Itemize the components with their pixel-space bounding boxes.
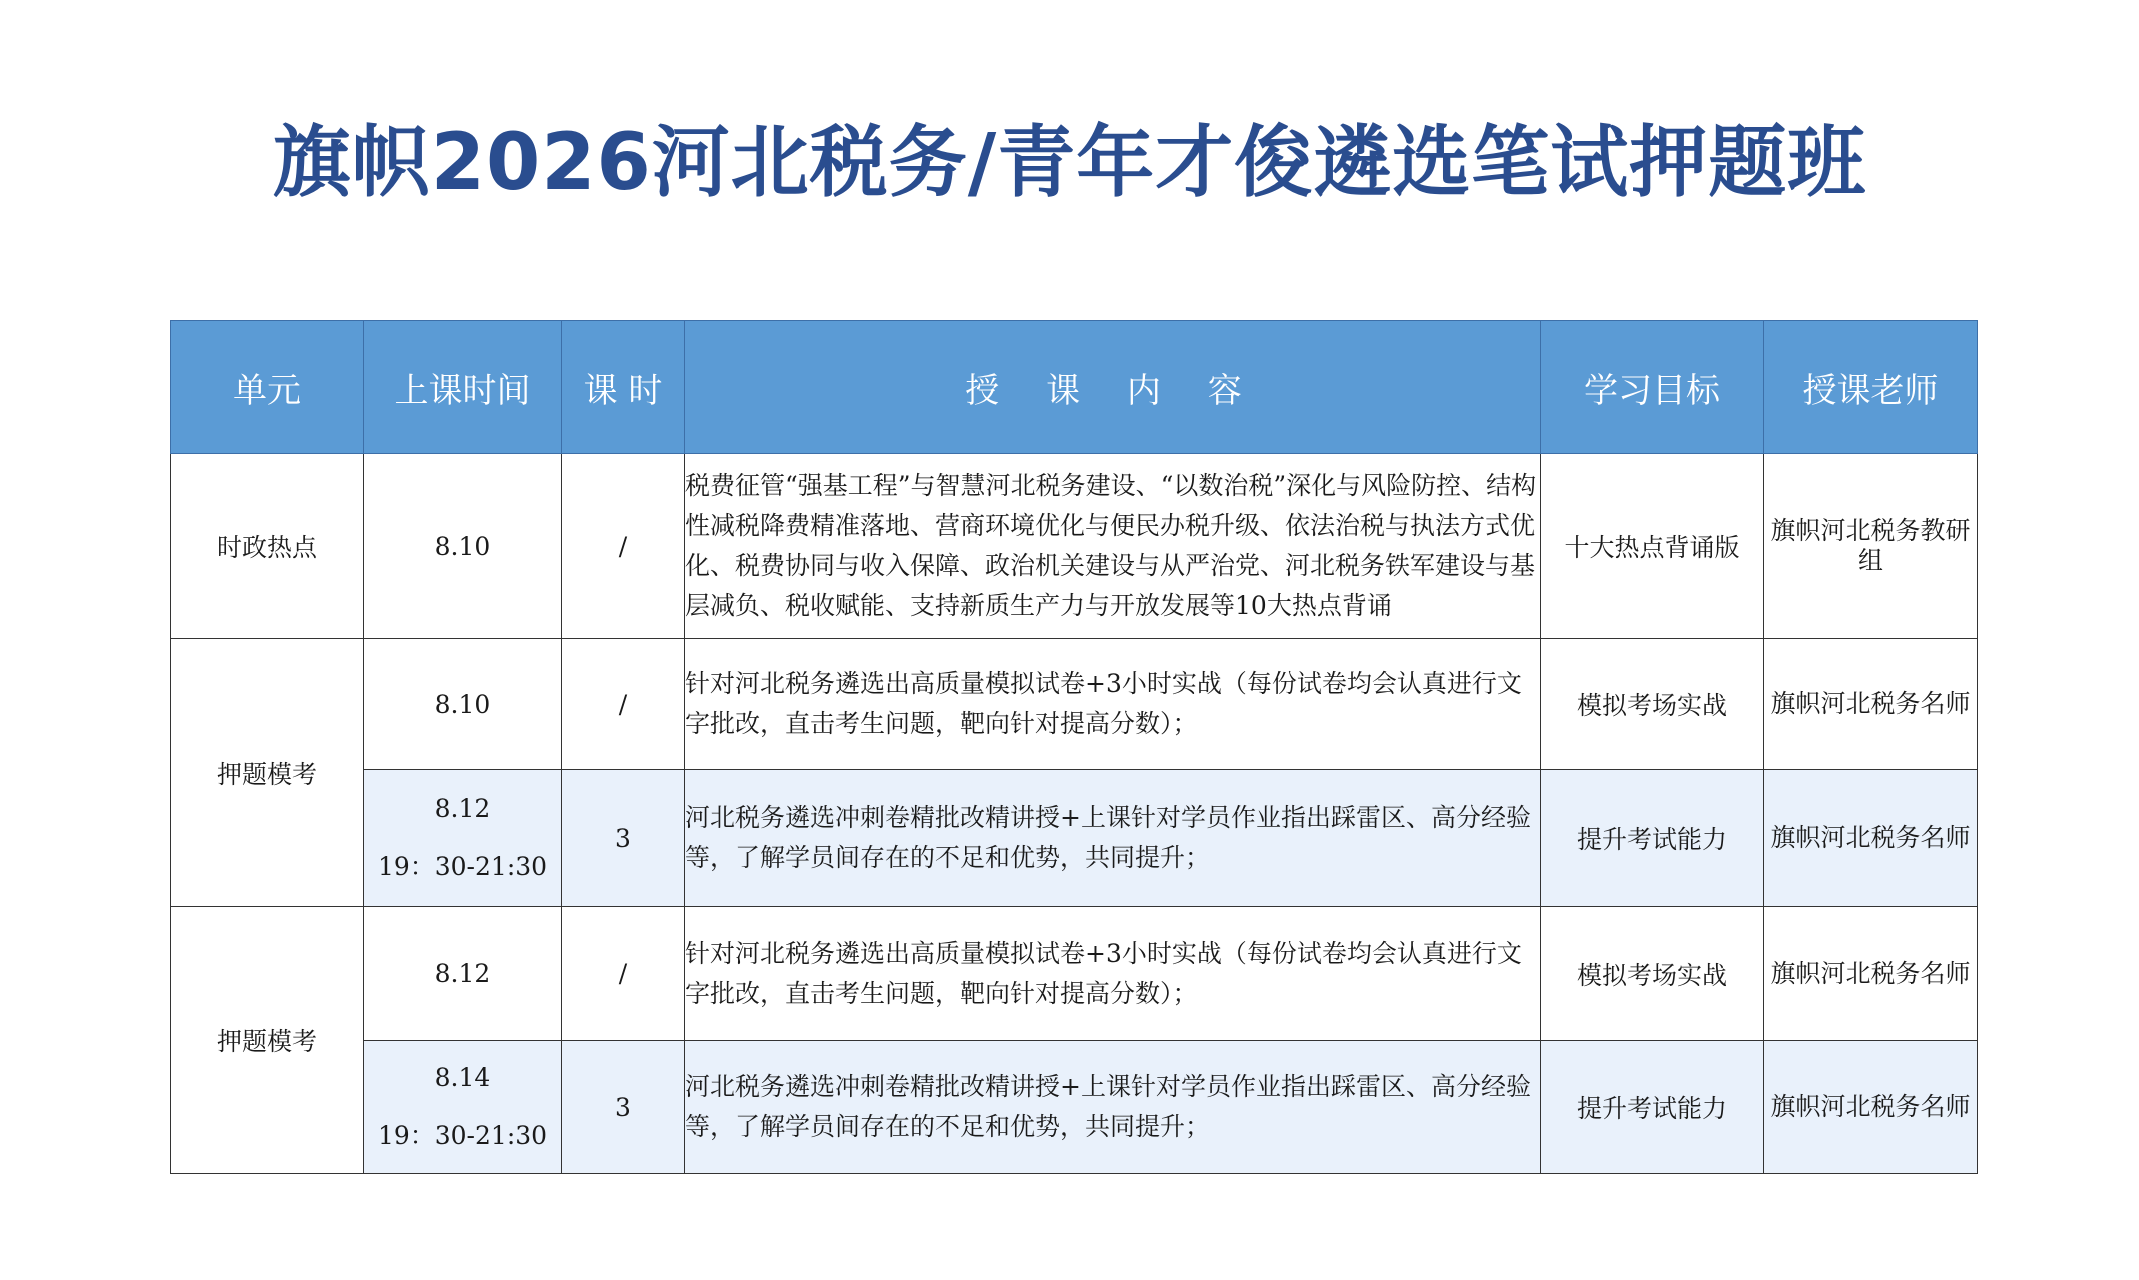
table-row bbox=[171, 907, 1978, 1041]
cell-unit: 押题模考 bbox=[171, 639, 364, 907]
cell-teacher: 旗帜河北税务名师 bbox=[1764, 639, 1978, 770]
cell-content: 税费征管“强基工程”与智慧河北税务建设、“以数治税”深化与风险防控、结构性减税降费精准落地、营商环境优化与便民办税升级、依法治税与执法方式优化、税费协同与收入保障、政治机关建设与从严治党、河北税务铁军建设与基层减负、税收赋能、支持新质生产力与开放发展等10大热点背诵 bbox=[685, 454, 1541, 639]
header-goal: 学习目标 bbox=[1541, 321, 1764, 454]
cell-content: 针对河北税务遴选出高质量模拟试卷+3小时实战（每份试卷均会认真进行文字批改，直击考生问题，靶向针对提高分数）； bbox=[685, 639, 1541, 770]
cell-goal: 模拟考场实战 bbox=[1541, 907, 1764, 1041]
cell-teacher: 旗帜河北税务名师 bbox=[1764, 1041, 1978, 1174]
schedule-table bbox=[170, 320, 1978, 1174]
cell-teacher: 旗帜河北税务教研组 bbox=[1764, 454, 1978, 639]
header-content: 授 课 内 容 bbox=[685, 321, 1541, 454]
cell-hours: 3 bbox=[562, 1041, 685, 1174]
cell-time: 8.12 bbox=[364, 907, 562, 1041]
cell-unit: 时政热点 bbox=[171, 454, 364, 639]
cell-unit: 押题模考 bbox=[171, 907, 364, 1174]
cell-goal: 十大热点背诵版 bbox=[1541, 454, 1764, 639]
cell-teacher: 旗帜河北税务名师 bbox=[1764, 770, 1978, 907]
header-hours: 课 时 bbox=[562, 321, 685, 454]
header-unit: 单元 bbox=[171, 321, 364, 454]
cell-time-date: 8.14 bbox=[434, 1063, 491, 1092]
page-title: 旗帜2026河北税务/青年才俊遴选笔试押题班 bbox=[272, 118, 1867, 208]
cell-time bbox=[364, 1041, 562, 1174]
cell-goal: 提升考试能力 bbox=[1541, 1041, 1764, 1174]
cell-content: 针对河北税务遴选出高质量模拟试卷+3小时实战（每份试卷均会认真进行文字批改，直击考生问题，靶向针对提高分数）； bbox=[685, 907, 1541, 1041]
cell-goal: 提升考试能力 bbox=[1541, 770, 1764, 907]
cell-time bbox=[364, 770, 562, 907]
cell-time-date: 8.12 bbox=[434, 794, 491, 823]
cell-content: 河北税务遴选冲刺卷精批改精讲授+上课针对学员作业指出踩雷区、高分经验等，了解学员间存在的不足和优势，共同提升； bbox=[685, 1041, 1541, 1174]
table-row bbox=[171, 1041, 1978, 1174]
cell-content: 河北税务遴选冲刺卷精批改精讲授+上课针对学员作业指出踩雷区、高分经验等，了解学员间存在的不足和优势，共同提升； bbox=[685, 770, 1541, 907]
cell-teacher: 旗帜河北税务名师 bbox=[1764, 907, 1978, 1041]
cell-hours: / bbox=[562, 907, 685, 1041]
cell-hours: / bbox=[562, 639, 685, 770]
header-teacher: 授课老师 bbox=[1764, 321, 1978, 454]
cell-hours: / bbox=[562, 454, 685, 639]
table-header-row bbox=[171, 321, 1978, 454]
cell-time-range: 19：30-21:30 bbox=[377, 1121, 548, 1150]
cell-time: 8.10 bbox=[364, 454, 562, 639]
cell-time-range: 19：30-21:30 bbox=[377, 852, 548, 881]
table-row bbox=[171, 639, 1978, 770]
table-row bbox=[171, 770, 1978, 907]
table-row bbox=[171, 454, 1978, 639]
cell-time: 8.10 bbox=[364, 639, 562, 770]
cell-hours: 3 bbox=[562, 770, 685, 907]
header-time: 上课时间 bbox=[364, 321, 562, 454]
cell-goal: 模拟考场实战 bbox=[1541, 639, 1764, 770]
